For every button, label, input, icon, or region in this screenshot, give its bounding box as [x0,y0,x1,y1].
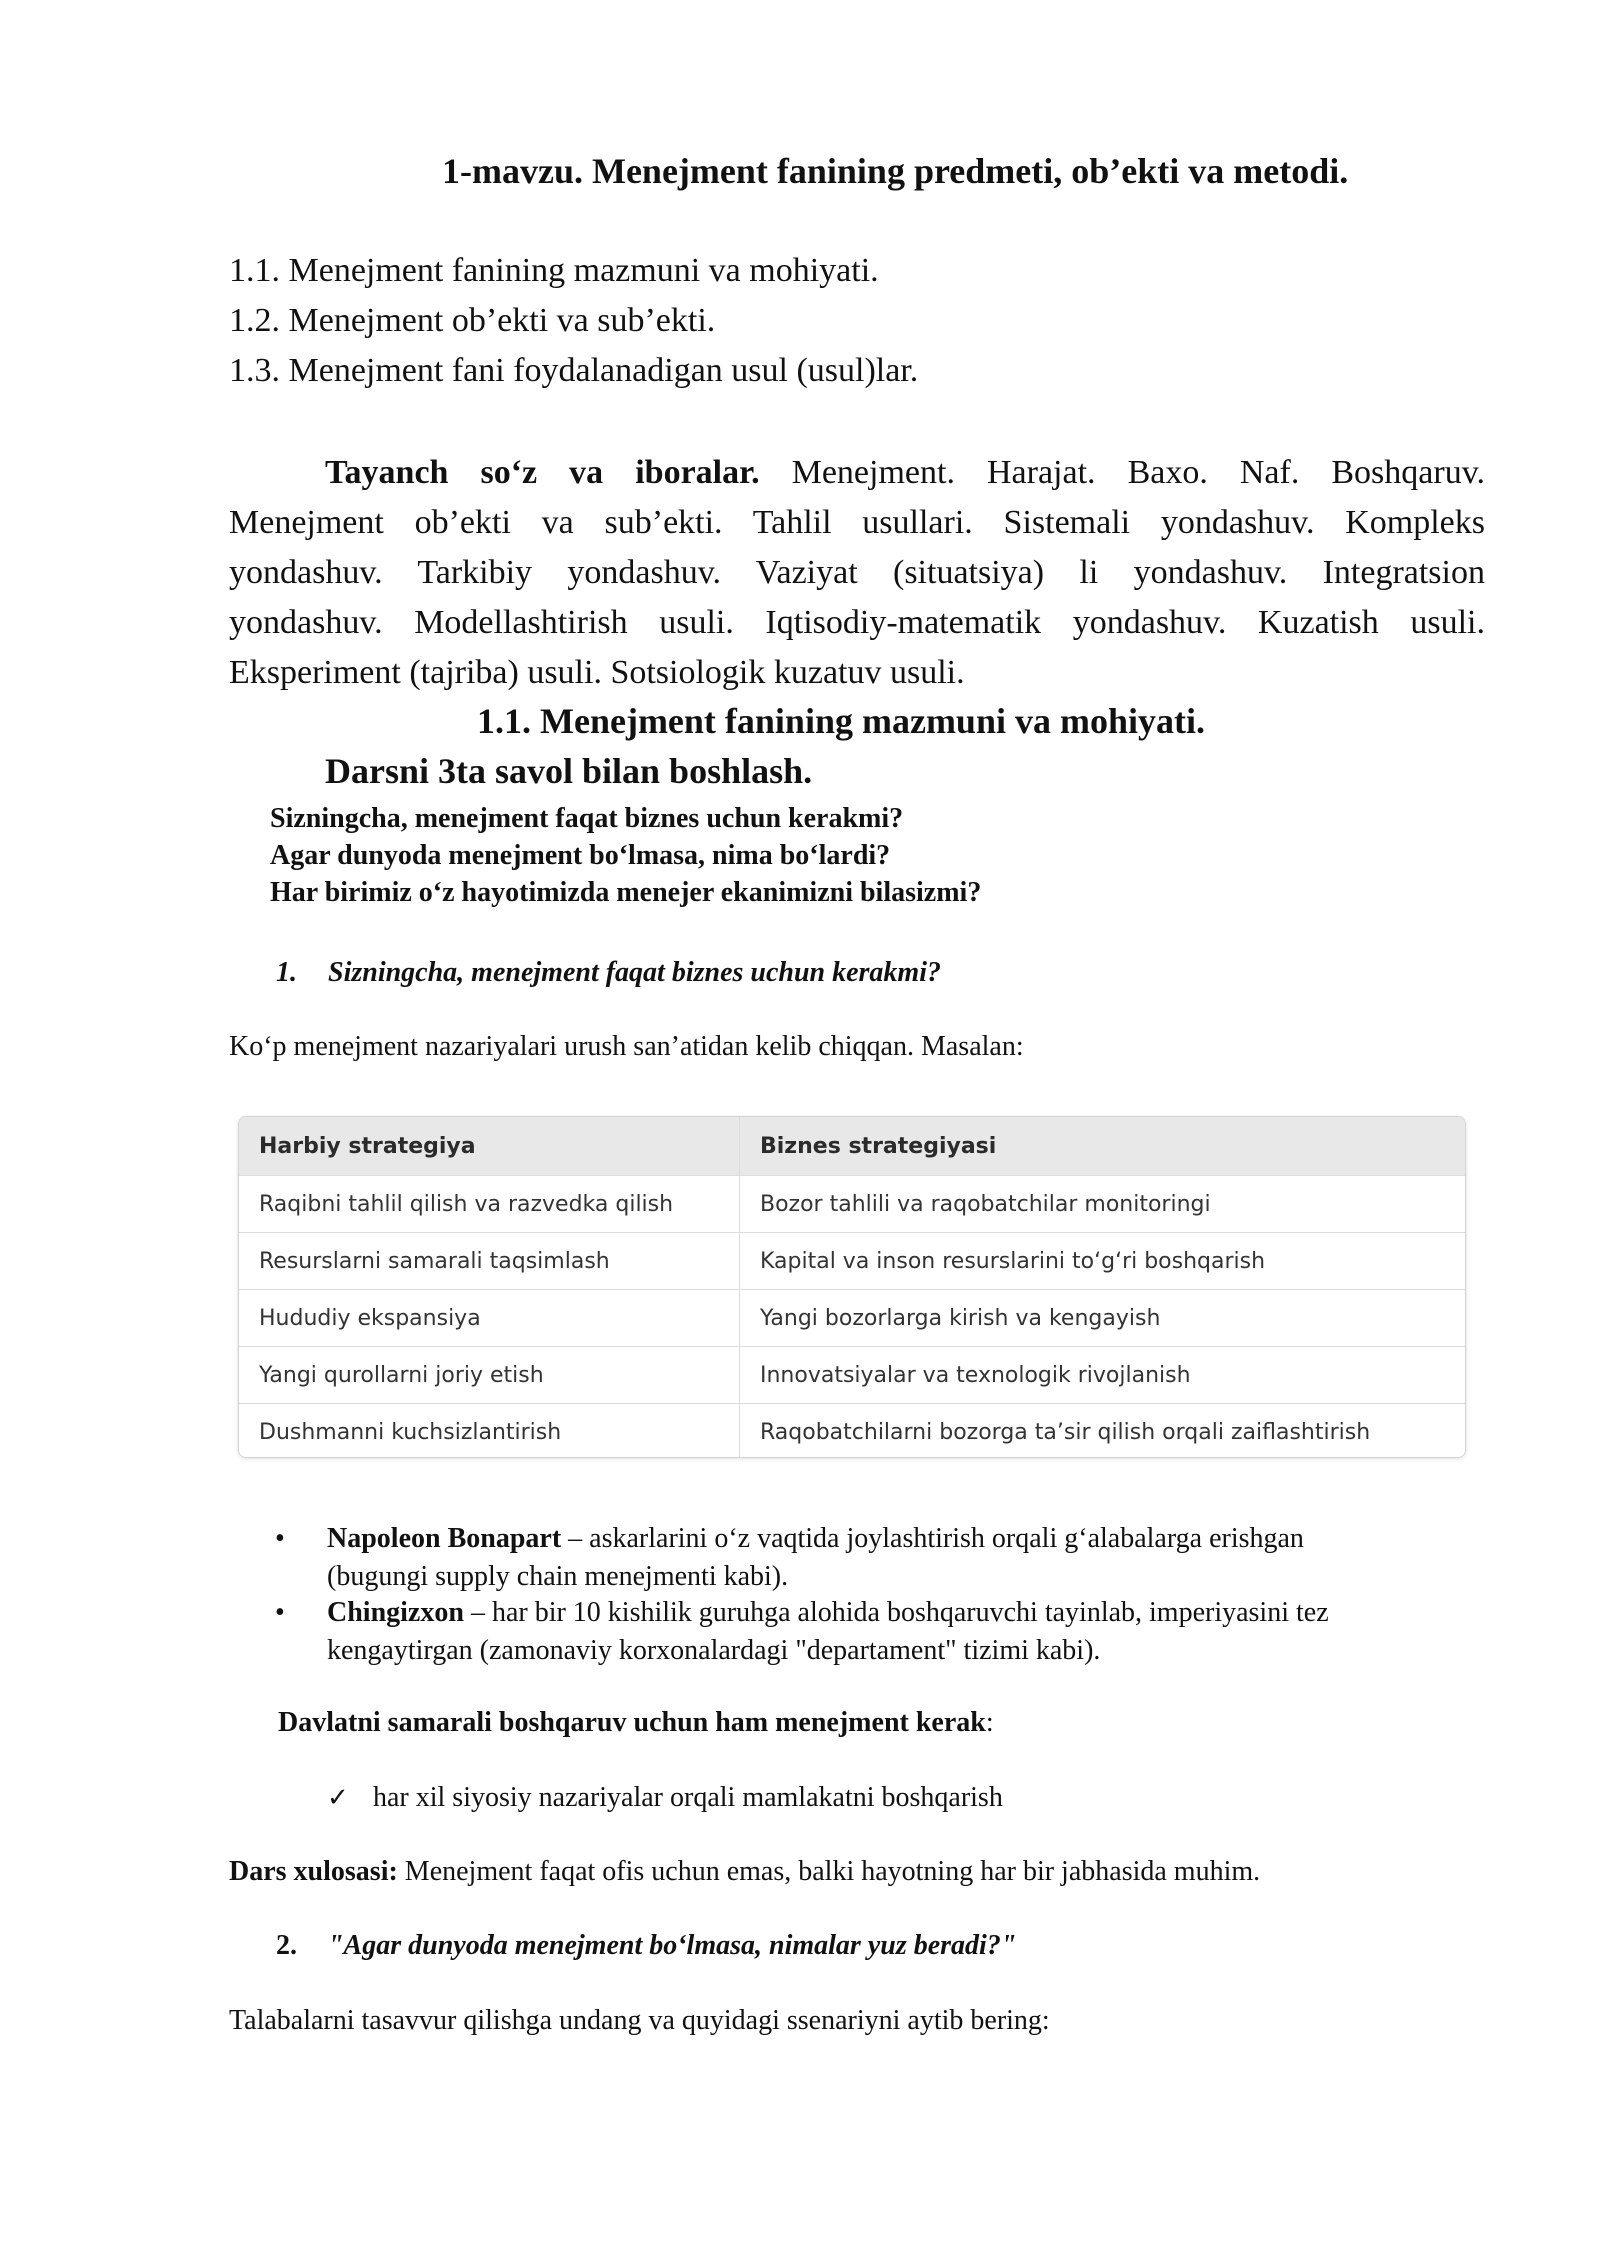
bullet-name: Chingizxon [327,1597,464,1628]
numbered-question-1-text: Sizningcha, menejment faqat biznes uchun kerakmi? [328,957,941,988]
question-1: Sizningcha, menejment faqat biznes uchun kerakmi? [270,803,904,834]
table-row [239,1176,1465,1233]
bullet-dot-icon: • [275,1597,285,1628]
bullet-line-2: (bugungi supply chain menejmenti kabi). [327,1561,789,1592]
toc-item-2: 1.2. Menejment ob’ekti va sub’ekti. [229,302,716,339]
lesson-start-heading: Darsni 3ta savol bilan boshlash. [325,751,813,791]
table-row [239,1404,1465,1459]
table-cell: Yangi qurollarni joriy etish [239,1347,740,1404]
question-2: Agar dunyoda menejment bo‘lmasa, nima bo‘lardi? [270,840,891,871]
question-3: Har birimiz o‘z hayotimizda menejer ekanimizni bilasizmi? [270,877,982,908]
table-header-business: Biznes strategiyasi [740,1117,1466,1176]
bullet-line-1: – askarlarini o‘z vaqtida joylashtirish orqali g‘alabalarga erishgan [561,1523,1304,1554]
numbered-question-1-num: 1. [276,957,297,988]
keywords-line-1: Menejment. Harajat. Baxo. Naf. Boshqaruv. [759,454,1485,491]
table-cell: Kapital va inson resurslarini to‘g‘ri boshqarish [740,1233,1466,1290]
keywords-line-3: yondashuv. Tarkibiy yondashuv. Vaziyat (situatsiya) li yondashuv. Integratsion [229,554,1485,591]
closing-text: Talabalarni tasavvur qilishga undang va quyidagi ssenariyni aytib bering: [229,2005,1050,2036]
table-cell: Yangi bozorlarga kirish va kengayish [740,1290,1466,1347]
state-management-colon: : [985,1707,994,1738]
conclusion-text: Menejment faqat ofis uchun emas, balki hayotning har bir jabhasida muhim. [397,1856,1261,1887]
table-row [239,1290,1465,1347]
table-cell: Resurslarni samarali taqsimlash [239,1233,740,1290]
bullet-line-1: – har bir 10 kishilik guruhga alohida boshqaruvchi tayinlab, imperiyasini tez [463,1597,1329,1628]
intro-text: Ko‘p menejment nazariyalari urush san’atidan kelib chiqqan. Masalan: [229,1031,1024,1062]
table-header-military: Harbiy strategiya [239,1117,740,1176]
bullet-name: Napoleon Bonapart [327,1523,562,1554]
table-cell: Dushmanni kuchsizlantirish [239,1404,740,1459]
table-cell: Bozor tahlili va raqobatchilar monitoringi [740,1176,1466,1233]
table-row [239,1233,1465,1290]
toc-item-1: 1.1. Menejment fanining mazmuni va mohiyati. [229,252,879,289]
lesson-conclusion [229,1856,1260,1888]
strategy-table [238,1116,1466,1458]
keywords-label: Tayanch so‘z va iboralar. [325,454,760,491]
table-row [239,1347,1465,1404]
check-item-text: har xil siyosiy nazariyalar orqali mamlakatni boshqarish [373,1782,1003,1813]
numbered-question-2 [276,1930,1016,1962]
page-title: 1-mavzu. Menejment fanining predmeti, ob’ekti va metodi. [442,151,1349,191]
numbered-question-2-num: 2. [276,1930,297,1961]
toc-item-3: 1.3. Menejment fani foydalanadigan usul (usul)lar. [229,352,919,389]
table-cell: Innovatsiyalar va texnologik rivojlanish [740,1347,1466,1404]
bullet-text [327,1520,1304,1596]
table-cell: Raqobatchilarni bozorga ta’sir qilish orqali zaiflashtirish [740,1404,1466,1459]
keywords-line-5: Eksperiment (tajriba) usuli. Sotsiologik kuzatuv usuli. [229,654,965,691]
state-management-bold: Davlatni samarali boshqaruv uchun ham menejment kerak [278,1707,986,1738]
check-list-item [327,1782,1003,1814]
table-cell: Hududiy ekspansiya [239,1290,740,1347]
table-header-row [239,1117,1465,1176]
checkmark-icon: ✓ [327,1783,349,1813]
keywords-line-4: yondashuv. Modellashtirish usuli. Iqtisodiy-matematik yondashuv. Kuzatish usuli. [229,604,1485,641]
bullet-dot-icon: • [275,1523,285,1554]
keywords-line-2: Menejment ob’ekti va sub’ekti. Tahlil usullari. Sistemali yondashuv. Kompleks [229,504,1485,541]
table-cell: Raqibni tahlil qilish va razvedka qilish [239,1176,740,1233]
bullet-text [327,1594,1329,1670]
numbered-question-2-text: "Agar dunyoda menejment bo‘lmasa, nimalar yuz beradi?" [328,1930,1017,1961]
conclusion-label: Dars xulosasi: [229,1856,398,1887]
bullet-line-2: kengaytirgan (zamonaviy korxonalardagi "departament" tizimi kabi). [327,1635,1101,1666]
section-title: 1.1. Menejment fanining mazmuni va mohiyati. [477,701,1205,741]
state-management-line [278,1707,994,1739]
keywords-paragraph [229,448,1485,698]
numbered-question-1 [276,957,941,989]
